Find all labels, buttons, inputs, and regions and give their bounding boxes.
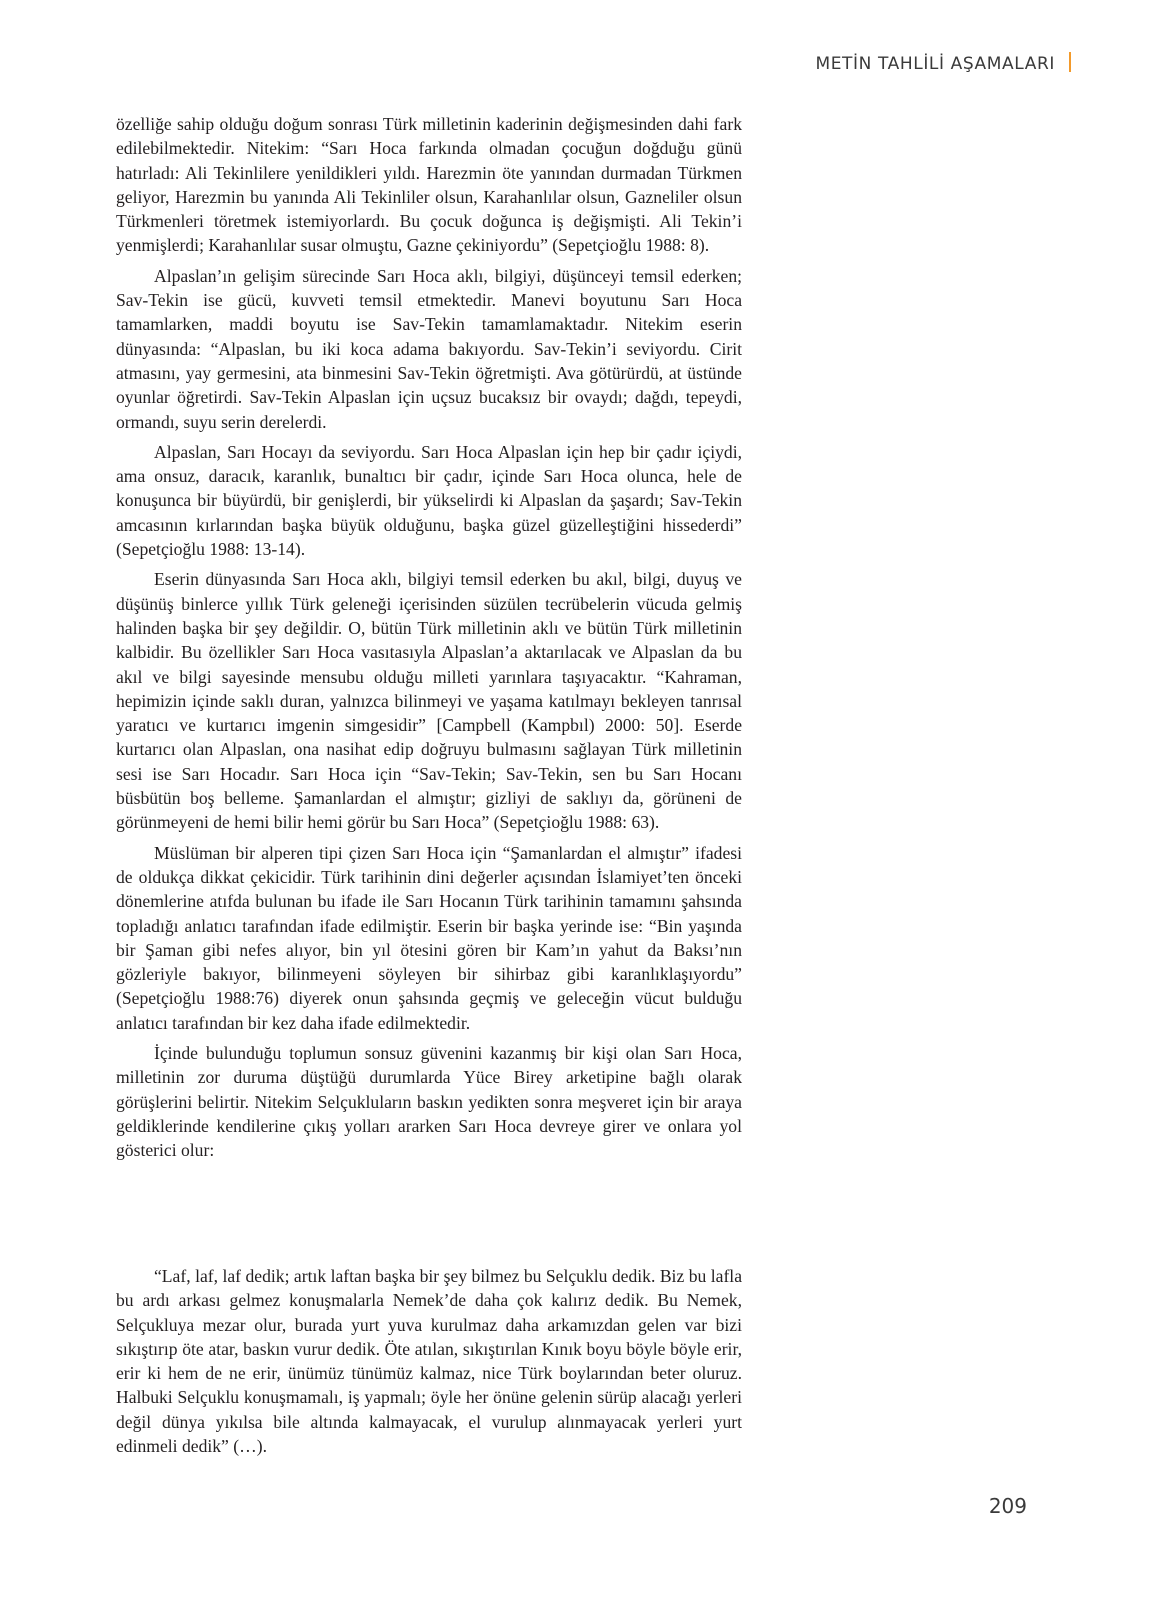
block-quote: “Laf, laf, laf dedik; artık laftan başka bir şey bilmez bu Selçuklu dedik. Biz bu lafla bu ardı arkası gelmez konuşmalarla Nemek’de daha çok kalırız dedik. Bu Nemek, Selçukluya mezar olur, burada yurt yuva kurulmaz daha arkamızdan gelen var bizi sıkıştırıp öte atar, baskın vurur dedik. Öte atılan, sıkıştırılan Kınık boyu böyle böyle erir, erir ki hem de ne erir, ünümüz tünümüz kalmaz, nice Türk boylarından beter oluruz. Halbuki Selçuklu konuşmamalı, iş yapmalı; öyle her önüne gelenin sürüp alacağı yerleri değil dünya yıkılsa bile altında kalmayacak, el vurulup alınmayacak yerleri yurt edinmeli dedik” (…).	[116, 1266, 742, 1457]
header-accent-bar	[1069, 52, 1071, 72]
paragraph-2: Alpaslan’ın gelişim sürecinde Sarı Hoca aklı, bilgiyi, düşünceyi temsil ederken; Sav-Tekin ise gücü, kuvveti temsil etmektedir. Manevi boyutunu Sarı Hoca tamamlarken, maddi boyutu ise Sav-Tekin tamamlamaktadır. Nitekim eserin dünyasında: “Alpaslan, bu iki koca adama bakıyordu. Sav-Tekin’i seviyordu. Cirit atmasını, yay germesini, ata binmesini Sav-Tekin öğretmişti. Ava götürürdü, at üstünde oyunlar öğretirdi. Sav-Tekin Alpaslan için uçsuz bucaksız bir ovaydı; dağdı, tepeydi, ormandı, suyu serin derelerdi.	[116, 265, 742, 432]
page-number: 209	[988, 1494, 1027, 1518]
paragraph-1: özelliğe sahip olduğu doğum sonrası Türk milletinin kaderinin değişmesinden dahi fark edilebilmektedir. Nitekim: “Sarı Hoca farkında olmadan çocuğun doğduğu günü hatırladı: Ali Tekinlilere yenildikleri yıldı. Harezmin öte yanından durmadan Türkmen geliyor, Harezmin bu yanında Ali Tekinliler olsun, Karahanlılar olsun, Gazneliler olsun Türkmenleri töretmek istemiyorlardı. Bu çocuk doğunca iş değişmişti. Ali Tekin’i yenmişlerdi; Karahanlılar susar olmuştu, Gazne çekiniyordu” (Sepetçioğlu 1988: 8).	[116, 114, 742, 256]
paragraph-6: İçinde bulunduğu toplumun sonsuz güvenini kazanmış bir kişi olan Sarı Hoca, milletinin zor duruma düştüğü durumlarda Yüce Birey arketipine bağlı olarak görüşlerini belirtir. Nitekim Selçukluların baskın yedikten sonra meşveret için bir araya geldiklerinde kendilerine çıkış yolları ararken Sarı Hoca devreye girer ve onlara yol gösterici olur:	[116, 1042, 742, 1161]
page-content	[116, 112, 742, 1457]
paragraph-3: Alpaslan, Sarı Hocayı da seviyordu. Sarı Hoca Alpaslan için hep bir çadır içiydi, ama onsuz, daracık, karanlık, bunaltıcı bir çadır, içinde Sarı Hoca olunca, hele de konuşunca bir büyürdü, bir genişlerdi, bir yükselirdi ki Alpaslan da şaşardı; Sav-Tekin amcasının kırlarından başka büyük olduğunu, başka güzel güzelleştiğini hissederdi” (Sepetçioğlu 1988: 13-14).	[116, 441, 742, 560]
running-header-title: METİN TAHLİLİ AŞAMALARI	[815, 54, 1055, 74]
paragraph-4: Eserin dünyasında Sarı Hoca aklı, bilgiyi temsil ederken bu akıl, bilgi, duyuş ve düşünüş binlerce yıllık Türk geleneği içerisinden süzülen tecrübelerin vücuda gelmiş halinden başka bir şey değildir. O, bütün Türk milletinin aklı ve bütün Türk milletinin kalbidir. Bu özellikler Sarı Hoca vasıtasıyla Alpaslan’a aktarılacak ve Alpaslan da bu akıl ve bilgi sayesinde mensubu olduğu milleti yarınlara taşıyacaktır. “Kahraman, hepimizin içinde saklı duran, yalnızca bilinmeyi ve yaşama katılmayı bekleyen tanrısal yaratıcı ve kurtarıcı imgenin simgesidir” [Campbell (Kampbıl) 2000: 50]. Eserde kurtarıcı olan Alpaslan, ona nasihat edip doğruyu bulmasını sağlayan Türk milletinin sesi ise Sarı Hocadır. Sarı Hoca için “Sav-Tekin; Sav-Tekin, sen bu Sarı Hocanı büsbütün boş belleme. Şamanlardan el almıştır; gizliyi de saklıyı da, görüneni de görünmeyeni de hemi bilir hemi görür bu Sarı Hoca” (Sepetçioğlu 1988: 63).	[116, 569, 742, 833]
running-header	[815, 52, 1071, 74]
paragraph-5: Müslüman bir alperen tipi çizen Sarı Hoca için “Şamanlardan el almıştır” ifadesi de oldukça dikkat çekicidir. Türk tarihinin dini değerler açısından İslamiyet’ten önceki dönemlerine atıfda bulunan bu ifade ile Sarı Hocanın Türk tarihinin tamamını şahsında topladığı anlatıcı tarafından ifade edilmiştir. Eserin bir başka yerinde ise: “Bin yaşında bir Şaman gibi nefes alıyor, bin yıl ötesini gören bir Kam’ın yahut da Baksı’nın gözleriyle bakıyor, bilinmeyeni söyleyen bir sihirbaz gibi karanlıklaşıyordu” (Sepetçioğlu 1988:76) diyerek onun şahsında geçmiş ve geleceğin vücut bulduğu anlatıcı tarafından bir kez daha ifade edilmektedir.	[116, 842, 742, 1033]
